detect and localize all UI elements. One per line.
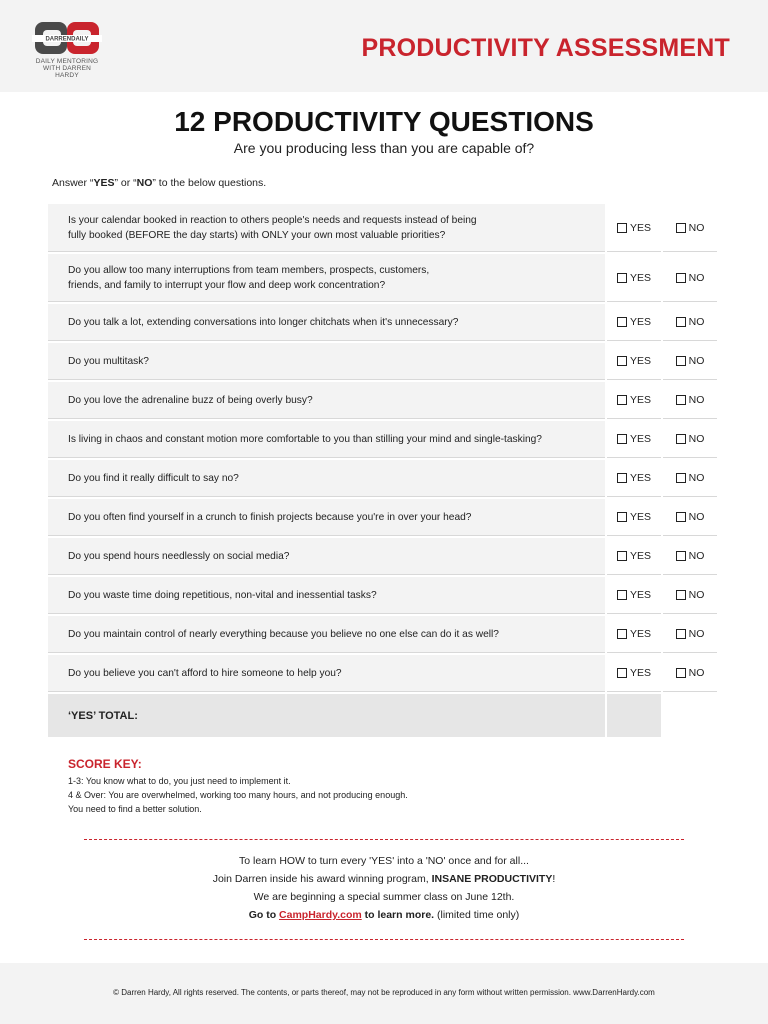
yes-option[interactable]: [607, 616, 661, 653]
dd-logo-mark-icon: [32, 20, 102, 56]
darrendaily-logo: [32, 20, 102, 79]
no-label: NO: [688, 355, 705, 367]
yes-option[interactable]: [607, 499, 661, 536]
score-key-line: 1-3: You know what to do, you just need to implement it.: [68, 776, 291, 786]
yes-checkbox[interactable]: [617, 590, 627, 600]
yes-checkbox[interactable]: [617, 317, 627, 327]
footer-copyright: © Darren Hardy, All rights reserved. The contents, or parts thereof, may not be reproduced in any form without written permission. www.DarrenHardy.com: [113, 988, 655, 997]
question-text: [48, 460, 605, 497]
question-text: [48, 204, 605, 252]
no-checkbox[interactable]: [676, 356, 686, 366]
promo-block: [0, 852, 768, 924]
yes-label: YES: [629, 628, 651, 640]
no-checkbox[interactable]: [676, 668, 686, 678]
yes-option[interactable]: [607, 304, 661, 341]
yes-label: YES: [629, 221, 651, 234]
no-label: NO: [688, 550, 705, 562]
no-label: NO: [688, 433, 705, 445]
yes-option[interactable]: [607, 421, 661, 458]
question-line: Do you allow too many interruptions from team members, prospects, customers,: [68, 264, 430, 276]
question-row: [48, 499, 717, 536]
question-text: [48, 254, 605, 302]
question-text: [48, 304, 605, 341]
question-row: [48, 304, 717, 341]
no-option[interactable]: [663, 460, 717, 497]
yes-option[interactable]: [607, 254, 661, 302]
question-line: Do you often find yourself in a crunch to finish projects because you're in over your head?: [68, 511, 472, 523]
promo-line1: To learn HOW to turn every 'YES' into a 'NO' once and for all...: [239, 855, 529, 867]
question-text: [48, 382, 605, 419]
yes-label: YES: [629, 667, 651, 679]
no-option[interactable]: [663, 382, 717, 419]
score-key: [68, 757, 408, 816]
yes-checkbox[interactable]: [617, 512, 627, 522]
question-line: Do you find it really difficult to say no?: [68, 472, 239, 484]
question-row: [48, 460, 717, 497]
camphardy-link[interactable]: CampHardy.com: [279, 909, 362, 921]
yes-checkbox[interactable]: [617, 223, 627, 233]
question-line: Do you spend hours needlessly on social media?: [68, 550, 290, 562]
score-key-line: 4 & Over: You are overwhelmed, working too many hours, and not producing enough.: [68, 790, 408, 800]
no-checkbox[interactable]: [676, 273, 686, 283]
yes-option[interactable]: [607, 577, 661, 614]
no-option[interactable]: [663, 254, 717, 302]
page-header: [0, 0, 768, 92]
question-line: Do you maintain control of nearly everything because you believe no one else can do it as well?: [68, 628, 499, 640]
yes-label: YES: [629, 589, 651, 601]
question-text: [48, 499, 605, 536]
no-checkbox[interactable]: [676, 512, 686, 522]
logo-caption-line1: DAILY MENTORING: [35, 58, 99, 65]
promo-line3: We are beginning a special summer class on June 12th.: [253, 891, 515, 903]
yes-checkbox[interactable]: [617, 395, 627, 405]
yes-total-row: [48, 694, 717, 737]
question-text: [48, 538, 605, 575]
question-line: Do you waste time doing repetitious, non-vital and inessential tasks?: [68, 589, 377, 601]
yes-total-label: ‘YES’ TOTAL:: [48, 694, 605, 737]
question-row: [48, 655, 717, 692]
no-option[interactable]: [663, 343, 717, 380]
yes-option[interactable]: [607, 204, 661, 252]
score-key-title: SCORE KEY:: [68, 757, 142, 771]
yes-option[interactable]: [607, 460, 661, 497]
no-label: NO: [688, 271, 705, 284]
no-checkbox[interactable]: [676, 395, 686, 405]
no-label: NO: [688, 394, 705, 406]
yes-label: YES: [629, 472, 651, 484]
yes-checkbox[interactable]: [617, 473, 627, 483]
question-row: [48, 616, 717, 653]
page-footer: [0, 963, 768, 1024]
instruction-text: Answer “YES” or “NO” to the below questions.: [52, 177, 267, 189]
question-row: [48, 538, 717, 575]
question-row: [48, 577, 717, 614]
promo-line4: Go to CampHardy.com to learn more. (limited time only): [248, 909, 520, 921]
yes-label: YES: [629, 316, 651, 328]
question-text: [48, 343, 605, 380]
question-row: [48, 421, 717, 458]
no-label: NO: [688, 511, 705, 523]
header-title: PRODUCTIVITY ASSESSMENT: [361, 34, 730, 62]
no-checkbox[interactable]: [676, 629, 686, 639]
no-checkbox[interactable]: [676, 434, 686, 444]
no-label: NO: [688, 221, 705, 234]
question-text: [48, 421, 605, 458]
no-option[interactable]: [663, 655, 717, 692]
question-line: Is living in chaos and constant motion more comfortable to you than stilling your mind and single-tasking?: [68, 433, 542, 445]
no-label: NO: [688, 472, 705, 484]
question-line: Do you talk a lot, extending conversations into longer chitchats when it's unnecessary?: [68, 316, 459, 328]
no-label: NO: [688, 589, 705, 601]
svg-text:DARRENDAILY: DARRENDAILY: [45, 36, 89, 43]
yes-option[interactable]: [607, 538, 661, 575]
dashed-divider-top: [84, 839, 684, 840]
yes-total-field[interactable]: [607, 694, 661, 737]
yes-option[interactable]: [607, 382, 661, 419]
page-title: 12 PRODUCTIVITY QUESTIONS: [174, 106, 594, 137]
yes-checkbox[interactable]: [617, 551, 627, 561]
no-checkbox[interactable]: [676, 551, 686, 561]
question-line: Is your calendar booked in reaction to others people's needs and requests instead of being: [68, 214, 477, 226]
yes-checkbox[interactable]: [617, 356, 627, 366]
no-checkbox[interactable]: [676, 473, 686, 483]
question-text: [48, 577, 605, 614]
no-option[interactable]: [663, 421, 717, 458]
question-line: Do you love the adrenaline buzz of being overly busy?: [68, 394, 313, 406]
no-checkbox[interactable]: [676, 223, 686, 233]
question-row: [48, 254, 717, 302]
question-row: [48, 204, 717, 252]
no-label: NO: [688, 316, 705, 328]
question-text: [48, 616, 605, 653]
question-row: [48, 382, 717, 419]
yes-option[interactable]: [607, 655, 661, 692]
promo-line2: Join Darren inside his award winning program, INSANE PRODUCTIVITY!: [212, 873, 556, 885]
page-subtitle: Are you producing less than you are capable of?: [233, 140, 535, 156]
score-key-line: You need to find a better solution.: [68, 804, 202, 814]
no-option[interactable]: [663, 616, 717, 653]
yes-option[interactable]: [607, 343, 661, 380]
yes-label: YES: [629, 394, 651, 406]
question-text: [48, 655, 605, 692]
yes-label: YES: [629, 355, 651, 367]
no-checkbox[interactable]: [676, 317, 686, 327]
no-option[interactable]: [663, 204, 717, 252]
yes-label: YES: [629, 271, 651, 284]
dashed-divider-bottom: [84, 939, 684, 940]
questions-table: [48, 204, 717, 737]
no-label: NO: [688, 667, 705, 679]
no-option[interactable]: [663, 577, 717, 614]
yes-label: YES: [629, 511, 651, 523]
question-line: friends, and family to interrupt your flow and deep work concentration?: [68, 279, 386, 291]
question-line: fully booked (BEFORE the day starts) with ONLY your own most valuable priorities?: [68, 229, 446, 241]
question-row: [48, 343, 717, 380]
question-line: Do you believe you can't afford to hire someone to help you?: [68, 667, 342, 679]
no-checkbox[interactable]: [676, 590, 686, 600]
logo-caption-line2: WITH DARREN HARDY: [42, 65, 92, 79]
no-option[interactable]: [663, 304, 717, 341]
yes-checkbox[interactable]: [617, 668, 627, 678]
yes-checkbox[interactable]: [617, 273, 627, 283]
question-line: Do you multitask?: [68, 355, 149, 367]
no-option[interactable]: [663, 538, 717, 575]
no-option[interactable]: [663, 499, 717, 536]
yes-label: YES: [629, 550, 651, 562]
yes-checkbox[interactable]: [617, 434, 627, 444]
no-label: NO: [688, 628, 705, 640]
yes-checkbox[interactable]: [617, 629, 627, 639]
yes-label: YES: [629, 433, 651, 445]
